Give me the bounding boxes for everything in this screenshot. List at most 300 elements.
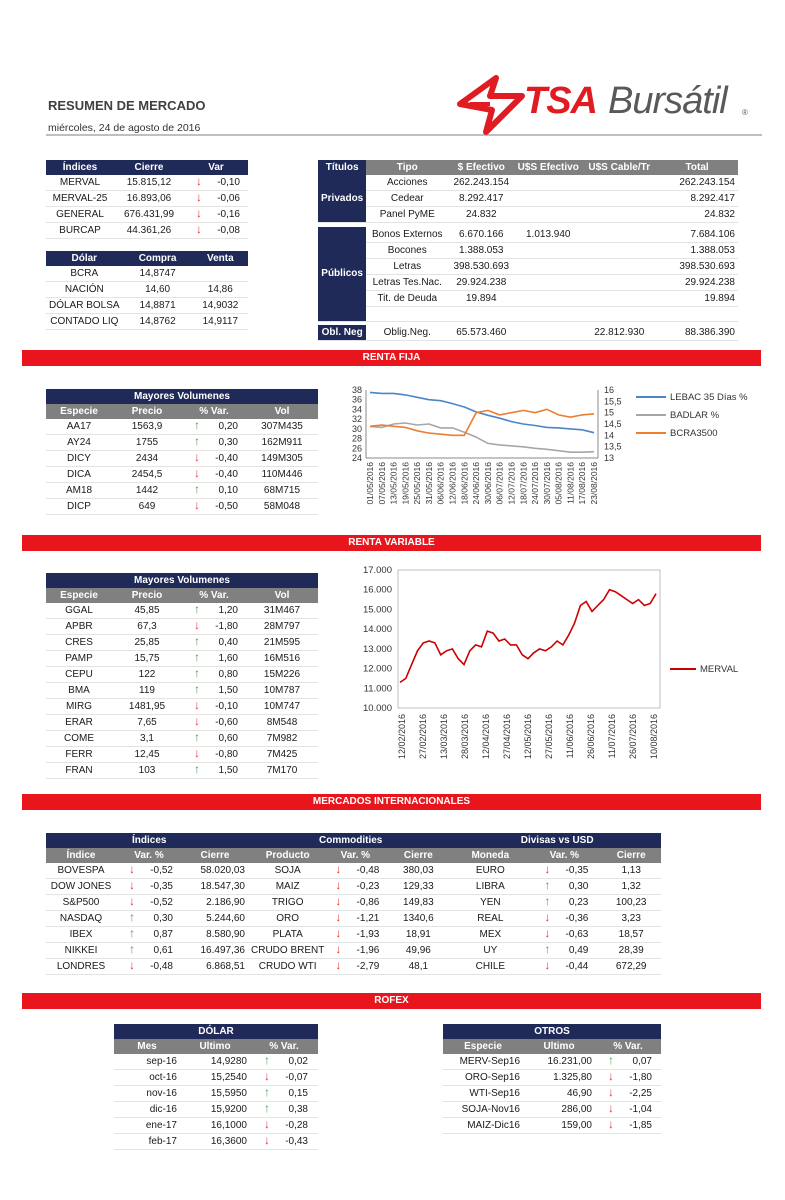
var-cell <box>182 635 246 651</box>
volumen: 21M595 <box>246 635 318 651</box>
arrow-up-icon: ↑ <box>264 1053 270 1067</box>
indice-name: IBEX <box>46 927 116 943</box>
var-cell <box>327 879 383 895</box>
precio: 2454,5 <box>112 467 182 483</box>
titulos-group-label: Obl. Neg <box>318 325 366 341</box>
table-row <box>46 223 248 239</box>
col-header: Total <box>656 160 738 175</box>
var-value: -2,79 <box>356 961 380 972</box>
table-row <box>46 763 318 779</box>
var-value: -1,93 <box>356 929 380 940</box>
arrow-down-icon: ↓ <box>608 1085 614 1099</box>
var-value: 0,07 <box>632 1056 652 1067</box>
col-header: Vol <box>246 588 318 603</box>
ultimo: 15,2540 <box>180 1070 250 1086</box>
indice-name: NASDAQ <box>46 911 116 927</box>
titulos-group-label: Públicos <box>318 227 366 322</box>
var-cell <box>184 207 248 223</box>
arrow-down-icon: ↓ <box>608 1117 614 1131</box>
arrow-down-icon: ↓ <box>129 862 135 876</box>
col-header: Precio <box>112 404 182 419</box>
table-row <box>443 1054 661 1070</box>
table-row <box>114 1118 318 1134</box>
precio: 15,75 <box>112 651 182 667</box>
arrow-up-icon: ↑ <box>129 926 135 940</box>
especie: AM18 <box>46 483 112 499</box>
arrow-up-icon: ↑ <box>264 1101 270 1115</box>
table-row <box>46 959 661 975</box>
col-header: Especie <box>46 588 112 603</box>
var-cell <box>327 863 383 879</box>
table-row <box>114 1086 318 1102</box>
usd-efectivo <box>514 290 582 306</box>
col-header: Especie <box>46 404 112 419</box>
col-header: Producto <box>248 848 327 863</box>
arrow-down-icon: ↓ <box>335 958 342 972</box>
producto-cierre: 18,91 <box>383 927 453 943</box>
var-value: -0,07 <box>285 1072 308 1083</box>
arrow-down-icon: ↓ <box>264 1117 270 1131</box>
var-cell <box>182 619 246 635</box>
indice-name: S&P500 <box>46 895 116 911</box>
volumen: 307M435 <box>246 419 318 435</box>
table-row <box>318 242 738 258</box>
x-tick-label: 30/06/2016 <box>482 462 493 505</box>
producto-cierre: 49,96 <box>383 943 453 959</box>
legend-label: LEBAC 35 Días % <box>670 392 748 403</box>
arrow-down-icon: ↓ <box>194 450 200 464</box>
indice-name: DOW JONES <box>46 879 116 895</box>
group-header: Commodities <box>248 833 453 848</box>
producto-cierre: 1340,6 <box>383 911 453 927</box>
var-cell <box>116 927 182 943</box>
arrow-down-icon: ↓ <box>335 926 342 940</box>
report-date: miércoles, 24 de agosto de 2016 <box>48 122 201 134</box>
var-cell <box>527 959 601 975</box>
table-row <box>46 879 661 895</box>
var-cell <box>595 1054 661 1070</box>
usd-efectivo <box>514 325 582 341</box>
especie: PAMP <box>46 651 112 667</box>
table-row <box>46 943 661 959</box>
arrow-down-icon: ↓ <box>264 1133 270 1147</box>
titulos-table <box>318 160 738 341</box>
var-cell <box>116 959 182 975</box>
especie: APBR <box>46 619 112 635</box>
arrow-down-icon: ↓ <box>194 746 200 760</box>
arrow-down-icon: ↓ <box>129 878 135 892</box>
y-tick-label: 30 <box>351 423 362 434</box>
volumen: 31M467 <box>246 603 318 619</box>
especie: DICP <box>46 499 112 515</box>
var-cell <box>527 895 601 911</box>
var-value: 0,49 <box>568 945 589 956</box>
volumen: 28M797 <box>246 619 318 635</box>
col-header: % Var. <box>595 1039 661 1054</box>
y-tick-label: 28 <box>351 433 362 444</box>
x-tick-label: 17/08/2016 <box>577 462 588 505</box>
usd-efectivo: 1.013.940 <box>514 227 582 243</box>
arrow-down-icon: ↓ <box>335 862 342 876</box>
var-cell <box>595 1118 661 1134</box>
legend-label: BADLAR % <box>670 410 720 421</box>
y-tick-label: 11.000 <box>363 683 392 695</box>
moneda-name: CHILE <box>453 959 527 975</box>
precio: 1481,95 <box>112 699 182 715</box>
precio: 25,85 <box>112 635 182 651</box>
precio: 1442 <box>112 483 182 499</box>
arrow-down-icon: ↓ <box>196 190 202 204</box>
var-value: -0,86 <box>356 897 380 908</box>
var-cell <box>182 603 246 619</box>
x-tick-label: 24/07/2016 <box>530 462 541 505</box>
col-header: Tipo <box>366 160 448 175</box>
star-logo-icon <box>456 74 526 136</box>
producto-cierre: 380,03 <box>383 863 453 879</box>
arrow-down-icon: ↓ <box>608 1101 614 1115</box>
x-tick-label: 12/07/2016 <box>506 462 517 505</box>
table-row <box>46 635 318 651</box>
producto-cierre: 129,33 <box>383 879 453 895</box>
volumen: 16M516 <box>246 651 318 667</box>
producto-name: TRIGO <box>248 895 327 911</box>
arrow-down-icon: ↓ <box>194 466 200 480</box>
x-tick-label: 12/06/2016 <box>447 462 458 505</box>
col-header: $ Efectivo <box>448 160 514 175</box>
var-cell <box>182 451 246 467</box>
moneda-name: UY <box>453 943 527 959</box>
x-tick-label: 13/05/2016 <box>388 462 399 505</box>
x-tick-label: 26/06/2016 <box>586 714 596 760</box>
usd-efectivo <box>514 242 582 258</box>
dolar-venta: 14,9032 <box>193 298 248 314</box>
index-close: 16.893,06 <box>114 191 184 207</box>
logo-brand: TSA <box>524 80 597 122</box>
volumen: 10M787 <box>246 683 318 699</box>
x-tick-label: 30/07/2016 <box>541 462 552 505</box>
volumen: 8M548 <box>246 715 318 731</box>
moneda-name: YEN <box>453 895 527 911</box>
table-title: Mayores Volumenes <box>46 389 318 404</box>
var-value: 0,23 <box>568 897 589 908</box>
ultimo: 286,00 <box>523 1102 595 1118</box>
col-header: Especie <box>443 1039 523 1054</box>
y-tick-label: 10.000 <box>362 703 392 714</box>
section-renta-fija: RENTA FIJA <box>22 350 761 366</box>
dolar-compra: 14,8762 <box>123 314 193 330</box>
table-row <box>46 175 248 191</box>
table-row <box>46 499 318 515</box>
y-tick-label: 12.000 <box>362 663 392 675</box>
y-tick-label: 32 <box>351 414 362 425</box>
x-tick-label: 01/05/2016 <box>365 462 375 505</box>
table-row <box>46 191 248 207</box>
arrow-down-icon: ↓ <box>196 174 202 188</box>
section-renta-variable: RENTA VARIABLE <box>22 535 761 551</box>
arrow-down-icon: ↓ <box>196 206 202 220</box>
table-row <box>318 227 738 243</box>
mes: oct-16 <box>114 1070 180 1086</box>
precio: 1755 <box>112 435 182 451</box>
usd-cable <box>582 306 656 321</box>
indice-cierre: 6.868,51 <box>182 959 248 975</box>
var-value: -0,50 <box>215 501 238 512</box>
x-tick-label: 11/08/2016 <box>565 462 576 504</box>
table-row <box>46 483 318 499</box>
var-value: 1,50 <box>218 765 238 776</box>
var-value: -0,16 <box>217 209 240 220</box>
var-cell <box>595 1070 661 1086</box>
table-row <box>114 1134 318 1150</box>
usd-cable <box>582 274 656 290</box>
arrow-down-icon: ↓ <box>608 1069 614 1083</box>
volumen: 149M305 <box>246 451 318 467</box>
indice-cierre: 58.020,03 <box>182 863 248 879</box>
producto-name: MAIZ <box>248 879 327 895</box>
arrow-down-icon: ↓ <box>194 698 200 712</box>
dolar-compra: 14,8747 <box>123 266 193 282</box>
var-value: -0,48 <box>356 865 380 876</box>
col-header: Compra <box>123 251 193 266</box>
especie: ERAR <box>46 715 112 731</box>
arrow-up-icon: ↑ <box>194 762 200 776</box>
arrow-up-icon: ↑ <box>129 942 135 956</box>
indice-name: BOVESPA <box>46 863 116 879</box>
x-tick-label: 27/02/2016 <box>418 714 428 760</box>
table-row <box>46 895 661 911</box>
var-cell <box>182 747 246 763</box>
var-value: -0,36 <box>565 913 589 924</box>
plot-area <box>398 570 660 708</box>
var-value: -1,21 <box>356 913 380 924</box>
var-value: 0,80 <box>218 669 238 680</box>
var-cell <box>182 731 246 747</box>
col-header: Ultimo <box>180 1039 250 1054</box>
usd-cable <box>582 191 656 207</box>
var-value: -0,48 <box>150 961 173 972</box>
arrow-up-icon: ↑ <box>194 418 200 432</box>
arrow-up-icon: ↑ <box>194 602 200 616</box>
volumen: 7M170 <box>246 763 318 779</box>
var-cell <box>184 175 248 191</box>
var-value: -0,08 <box>217 225 240 236</box>
index-close: 676.431,99 <box>114 207 184 223</box>
table-row <box>318 325 738 341</box>
moneda-name: REAL <box>453 911 527 927</box>
var-cell <box>184 223 248 239</box>
arrow-down-icon: ↓ <box>544 862 551 876</box>
efectivo: 65.573.460 <box>448 325 514 341</box>
precio: 1563,9 <box>112 419 182 435</box>
col-header: Var <box>184 160 248 175</box>
table-title: DÓLAR <box>114 1024 318 1039</box>
var-value: -0,52 <box>150 865 173 876</box>
moneda-cierre: 3,23 <box>601 911 661 927</box>
tipo: Cedear <box>366 191 448 207</box>
ultimo: 16,3600 <box>180 1134 250 1150</box>
arrow-up-icon: ↑ <box>194 634 200 648</box>
col-header: Vol <box>246 404 318 419</box>
y-tick-label: 17.000 <box>362 565 392 576</box>
efectivo: 262.243.154 <box>448 175 514 191</box>
moneda-cierre: 28,39 <box>601 943 661 959</box>
usd-cable <box>582 290 656 306</box>
usd-cable <box>582 227 656 243</box>
volumen: 10M747 <box>246 699 318 715</box>
table-row <box>46 619 318 635</box>
moneda-cierre: 672,29 <box>601 959 661 975</box>
var-value: 0,02 <box>288 1056 308 1067</box>
moneda-cierre: 1,13 <box>601 863 661 879</box>
ultimo: 16.231,00 <box>523 1054 595 1070</box>
table-row <box>46 467 318 483</box>
arrow-up-icon: ↑ <box>194 650 200 664</box>
legend-label: BCRA3500 <box>670 428 718 439</box>
var-cell <box>527 879 601 895</box>
y2-tick-label: 15 <box>604 407 615 418</box>
var-value: -0,60 <box>215 717 238 728</box>
col-header: Precio <box>112 588 182 603</box>
ultimo: 14,9280 <box>180 1054 250 1070</box>
tipo: Tit. de Deuda <box>366 290 448 306</box>
table-row <box>46 731 318 747</box>
var-cell <box>182 667 246 683</box>
table-row <box>46 927 661 943</box>
var-value: 0,30 <box>153 913 173 924</box>
table-row <box>46 207 248 223</box>
var-value: -1,96 <box>356 945 380 956</box>
x-tick-label: 25/05/2016 <box>412 462 423 505</box>
group-header: Divisas vs USD <box>453 833 661 848</box>
var-value: 0,15 <box>288 1088 308 1099</box>
var-value: -1,80 <box>629 1072 652 1083</box>
especie: FERR <box>46 747 112 763</box>
total: 262.243.154 <box>656 175 738 191</box>
especie: WTI-Sep16 <box>443 1086 523 1102</box>
arrow-down-icon: ↓ <box>264 1069 270 1083</box>
ultimo: 159,00 <box>523 1118 595 1134</box>
var-cell <box>527 863 601 879</box>
x-tick-label: 06/06/2016 <box>435 462 446 505</box>
x-tick-label: 12/02/2016 <box>397 714 407 760</box>
arrow-down-icon: ↓ <box>335 878 342 892</box>
col-header: Dólar <box>46 251 123 266</box>
precio: 3,1 <box>112 731 182 747</box>
dolar-compra: 14,60 <box>123 282 193 298</box>
total: 88.386.390 <box>656 325 738 341</box>
col-header: Var. % <box>527 848 601 863</box>
producto-name: SOJA <box>248 863 327 879</box>
var-value: -0,06 <box>217 193 240 204</box>
moneda-name: LIBRA <box>453 879 527 895</box>
mes: dic-16 <box>114 1102 180 1118</box>
rofex-dolar-table <box>114 1024 318 1150</box>
var-value: -0,63 <box>565 929 589 940</box>
var-value: -0,35 <box>150 881 173 892</box>
logo-brand-suffix: Bursátil <box>608 80 727 122</box>
efectivo: 29.924.238 <box>448 274 514 290</box>
table-row <box>114 1102 318 1118</box>
tipo: Oblig.Neg. <box>366 325 448 341</box>
mes: sep-16 <box>114 1054 180 1070</box>
volumen: 7M982 <box>246 731 318 747</box>
x-tick-label: 12/04/2016 <box>481 714 491 760</box>
indices-table <box>46 160 248 239</box>
col-header: U$S Efectivo <box>514 160 582 175</box>
internacionales-table <box>46 833 661 975</box>
table-row <box>46 699 318 715</box>
producto-name: PLATA <box>248 927 327 943</box>
var-cell <box>116 943 182 959</box>
var-value: 0,61 <box>153 945 173 956</box>
index-close: 15.815,12 <box>114 175 184 191</box>
arrow-up-icon: ↑ <box>194 666 200 680</box>
var-cell <box>182 499 246 515</box>
col-header: % Var. <box>250 1039 318 1054</box>
arrow-up-icon: ↑ <box>194 482 200 496</box>
y2-tick-label: 13 <box>604 453 615 463</box>
dolar-name: CONTADO LIQ <box>46 314 123 330</box>
ultimo: 15,5950 <box>180 1086 250 1102</box>
var-cell <box>182 651 246 667</box>
usd-cable: 22.812.930 <box>582 325 656 341</box>
var-cell <box>527 911 601 927</box>
arrow-down-icon: ↓ <box>194 714 200 728</box>
merval-line <box>400 590 656 683</box>
x-tick-label: 07/05/2016 <box>376 462 387 505</box>
var-value: -2,25 <box>629 1088 652 1099</box>
x-tick-label: 13/03/2016 <box>439 714 449 760</box>
section-mercados-internacionales: MERCADOS INTERNACIONALES <box>22 794 761 810</box>
volumen: 68M715 <box>246 483 318 499</box>
var-cell <box>250 1070 318 1086</box>
var-value: -0,80 <box>215 749 238 760</box>
var-value: -0,52 <box>150 897 173 908</box>
var-cell <box>250 1086 318 1102</box>
indice-name: LONDRES <box>46 959 116 975</box>
var-value: 0,30 <box>568 881 589 892</box>
total: 29.924.238 <box>656 274 738 290</box>
precio: 103 <box>112 763 182 779</box>
dolar-venta: 14,86 <box>193 282 248 298</box>
var-cell <box>182 763 246 779</box>
arrow-up-icon: ↑ <box>544 878 551 892</box>
especie: CEPU <box>46 667 112 683</box>
arrow-up-icon: ↑ <box>544 894 551 908</box>
total: 24.832 <box>656 207 738 223</box>
dolar-name: BCRA <box>46 266 123 282</box>
var-value: 0,30 <box>218 437 238 448</box>
var-cell <box>116 911 182 927</box>
col-header: Índice <box>46 848 116 863</box>
var-value: -0,44 <box>565 961 589 972</box>
efectivo: 8.292.417 <box>448 191 514 207</box>
tipo <box>366 306 448 321</box>
col-header: Venta <box>193 251 248 266</box>
usd-efectivo <box>514 175 582 191</box>
precio: 2434 <box>112 451 182 467</box>
var-cell <box>250 1102 318 1118</box>
arrow-down-icon: ↓ <box>196 222 202 236</box>
ultimo: 15,9200 <box>180 1102 250 1118</box>
group-header: Índices <box>46 833 248 848</box>
index-name: GENERAL <box>46 207 114 223</box>
table-row <box>46 715 318 731</box>
precio: 45,85 <box>112 603 182 619</box>
table-row <box>46 298 248 314</box>
table-row <box>114 1070 318 1086</box>
col-header: Moneda <box>453 848 527 863</box>
